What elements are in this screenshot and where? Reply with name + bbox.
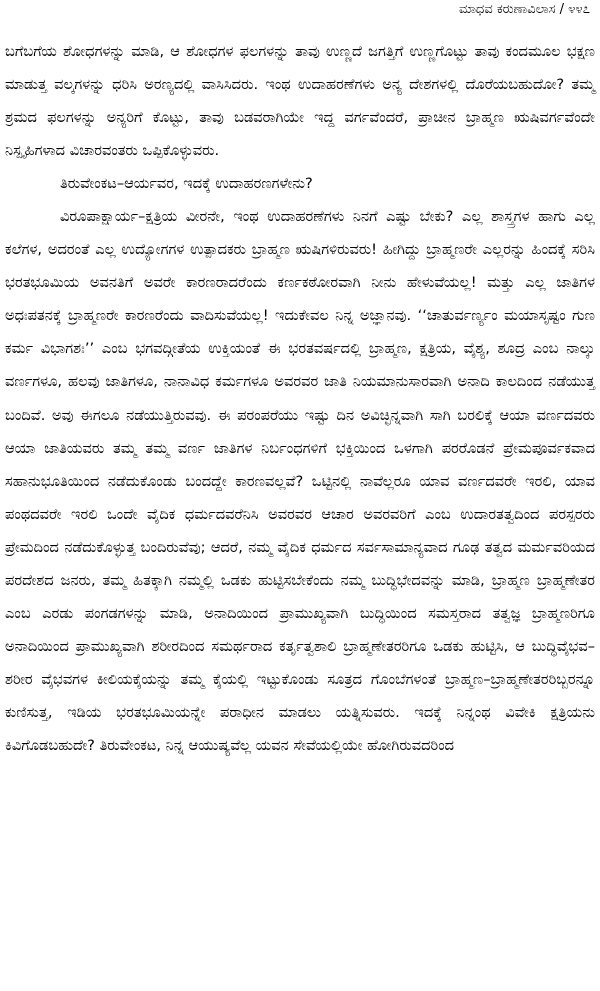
running-header: ಮಾಧವ ಕರುಣಾವಿಲಾಸ / ೪೪೭ — [458, 2, 590, 17]
paragraph: ಬಗೆಬಗೆಯ ಶೋಧಗಳನ್ನು ಮಾಡಿ, ಆ ಶೋಧಗಳ ಫಲಗಳನ್ನು ತಾವು ಉಣ್ಣದೆ ಜಗತ್ತಿಗೆ ಉಣ್ಣಗೊಟ್ಟು ತಾವು ಕಂದಮೂಲ ಭಕ್ಷಣ ಮಾಡುತ್ತ ವಲ್ಕಗಳನ್ನು ಧರಿಸಿ ಅರಣ್ಯದಲ್ಲಿ ವಾಸಿಸಿದರು. ಇಂಥ ಉದಾಹರಣೆಗಳು ಅನ್ಯ ದೇಶಗಳಲ್ಲಿ ದೊರೆಯಬಹುದೋ? ತಮ್ಮ ಶ್ರಮದ ಫಲಗಳನ್ನು ಅನ್ಯರಿಗೆ ಕೊಟ್ಟು, ತಾವು ಬಡವರಾಗಿಯೇ ಇದ್ದ ವರ್ಗವೆಂದರೆ, ಪ್ರಾಚೀನ ಬ್ರಾಹ್ಮಣ ಋಷಿವರ್ಗವೆಂದೇ ನಿಸ್ಪೃಹಿಗಳಾದ ವಿಚಾರವಂತರು ಒಪ್ಪಿಕೊಳ್ಳುವರು. — [5, 43, 595, 160]
paragraph-dialogue-tiruvenkata: ತಿರುವೇಂಕಟ–ಆರ್ಯವರ, ಇದಕ್ಕೆ ಉದಾಹರಣಗಳೇನು? — [60, 175, 313, 193]
paragraph-dialogue-virupaksharya: ವಿರೂಪಾಕ್ಷಾರ್ಯ–ಕ್ಷತ್ರಿಯ ವೀರನೇ, ಇಂಥ ಉದಾಹರಣೆಗಳು ನಿನಗೆ ಎಷ್ಟು ಬೇಕು? ಎಲ್ಲ ಶಾಸ್ತ್ರಗಳ ಹಾಗು ಎಲ್ಲ ಕಲೆಗಳ, ಅದರಂತೆ ಎಲ್ಲ ಉದ್ಯೋಗಗಳ ಉತ್ಪಾದಕರು ಬ್ರಾಹ್ಮಣ ಋಷಿಗಳಿರುವರು! ಹೀಗಿದ್ದು ಬ್ರಾಹ್ಮಣರೇ ಎಲ್ಲರನ್ನು ಹಿಂದಕ್ಕೆ ಸರಿಸಿ ಭರತಭೂಮಿಯ ಅವನತಿಗೆ ಅವರೇ ಕಾರಣರಾದರೆಂದು ಕರ್ಣಕಠೋರವಾಗಿ ನೀನು ಹೇಳುವೆಯಲ್ಲ! ಮತ್ತು ಎಲ್ಲ ಜಾತಿಗಳ ಅಧಃಪತನಕ್ಕೆ ಬ್ರಾಹ್ಮಣರೇ ಕಾರಣರೆಂದು ವಾದಿಸುವೆಯಲ್ಲ! ಇದುಕೇವಲ ನಿನ್ನ ಅಜ್ಞಾನವು. ‘‘ಚಾತುರ್ವರ್ಣ್ಯಂ ಮಯಾಸೃಷ್ಟಂ ಗುಣ ಕರ್ಮ ವಿಭಾಗಶಃ’’ ಎಂಬ ಭಗವದ್ಗೀತೆಯ ಉಕ್ತಿಯಂತೆ ಈ ಭರತವರ್ಷದಲ್ಲಿ ಬ್ರಾಹ್ಮಣ, ಕ್ಷತ್ರಿಯ, ವೈಶ್ಯ, ಶೂದ್ರ ಎಂಬ ನಾಲ್ಕು ವರ್ಣಗಳೂ, ಹಲವು ಜಾತಿಗಳೂ, ನಾನಾವಿಧ ಕರ್ಮಗಳೂ ಅವರವರ ಜಾತಿ ನಿಯಮಾನುಸಾರವಾಗಿ ಅನಾದಿ ಕಾಲದಿಂದ ನಡೆಯುತ್ತ ಬಂದಿವೆ. ಅವು ಈಗಲೂ ನಡೆಯುತ್ತಿರುವವು. ಈ ಪರಂಪರೆಯು ಇಷ್ಟು ದಿನ ಅವಿಚ್ಛಿನ್ನವಾಗಿ ಸಾಗಿ ಬರಲಿಕ್ಕೆ ಆಯಾ ವರ್ಣದವರು ಆಯಾ ಜಾತಿಯವರು ತಮ್ಮ ತಮ್ಮ ವರ್ಣ ಜಾತಿಗಳ ನಿರ್ಬಂಧಗಳಿಗೆ ಭಕ್ತಿಯಿಂದ ಒಳಗಾಗಿ ಪರರೊಡನೆ ಪ್ರೇಮಪೂರ್ವಕವಾದ ಸಹಾನುಭೂತಿಯಿಂದ ನಡೆದುಕೊಂಡು ಬಂದದ್ದೇ ಕಾರಣವಲ್ಲವೆ? ಒಟ್ಟಿನಲ್ಲಿ ನಾವೆಲ್ಲರೂ ಯಾವ ವರ್ಣದವರೇ ಇರಲಿ, ಯಾವ ಪಂಥದವರೇ ಇರಲಿ ಒಂದೇ ವೈದಿಕ ಧರ್ಮದವರೆನಿಸಿ ಅವರವರ ಆಚಾರ ಅವರವರಿಗೆ ಎಂಬ ಉದಾರತತ್ವದಿಂದ ಪರಸ್ಪರರು ಪ್ರೇಮದಿಂದ ನಡೆದುಕೊಳ್ಳುತ್ತ ಬಂದಿರುವೆವು; ಆದರೆ, ನಮ್ಮ ವೈದಿಕ ಧರ್ಮದ ಸರ್ವಸಾಮಾನ್ಯವಾದ ಗೂಢ ತತ್ವದ ಮರ್ಮವರಿಯದ ಪರದೇಶದ ಜನರು, ತಮ್ಮ ಹಿತಕ್ಕಾಗಿ ನಮ್ಮಲ್ಲಿ ಒಡಕು ಹುಟ್ಟಿಸಬೇಕೆಂದು ನಮ್ಮ ಬುದ್ಧಿಭೇದವನ್ನು ಮಾಡಿ, ಬ್ರಾಹ್ಮಣ ಬ್ರಾಹ್ಮಣೇತರ ಎಂಬ ಎರಡು ಪಂಗಡಗಳನ್ನು ಮಾಡಿ, ಅನಾದಿಯಿಂದ ಪ್ರಾಮುಖ್ಯವಾಗಿ ಬುದ್ಧಿಯಿಂದ ಸಮಸ್ತರಾದ ತತ್ವಜ್ಞ ಬ್ರಾಹ್ಮಣರಿಗೂ ಅನಾದಿಯಿಂದ ಪ್ರಾಮುಖ್ಯವಾಗಿ ಶರೀರದಿಂದ ಸಮರ್ಥರಾದ ಕರ್ತೃತ್ವಶಾಲಿ ಬ್ರಾಹ್ಮಣೇತರರಿಗೂ ಒಡಕು ಹುಟ್ಟಿಸಿ, ಆ ಬುದ್ಧಿವೈಭವ–ಶರೀರ ವೈಭವಗಳ ಕೀಲಿಯಕೈಯನ್ನು ತಮ್ಮ ಕೈಯಲ್ಲಿ ಇಟ್ಟುಕೊಂಡು ಸೂತ್ರದ ಗೊಂಬೆಗಳಂತೆ ಬ್ರಾಹ್ಮಣ–ಬ್ರಾಹ್ಮಣೇತರರಿಬ್ಬರನ್ನೂ ಕುಣಿಸುತ್ತ, ಇಡಿಯ ಭರತಭೂಮಿಯನ್ನೇ ಪರಾಧೀನ ಮಾಡಲು ಯತ್ನಿಸುವರು. ಇದಕ್ಕೆ ನಿನ್ನಂಥ ವಿವೇಕಿ ಕ್ಷತ್ರಿಯನು ಕಿವಿಗೊಡಬಹುದೇ? ತಿರುವೇಂಕಟ, ನಿನ್ನ ಆಯುಷ್ಯವೆಲ್ಲ ಯವನ ಸೇವೆಯಲ್ಲಿಯೇ ಹೋಗಿರುವದರಿಂದ — [5, 208, 595, 754]
body-text — [5, 35, 595, 762]
